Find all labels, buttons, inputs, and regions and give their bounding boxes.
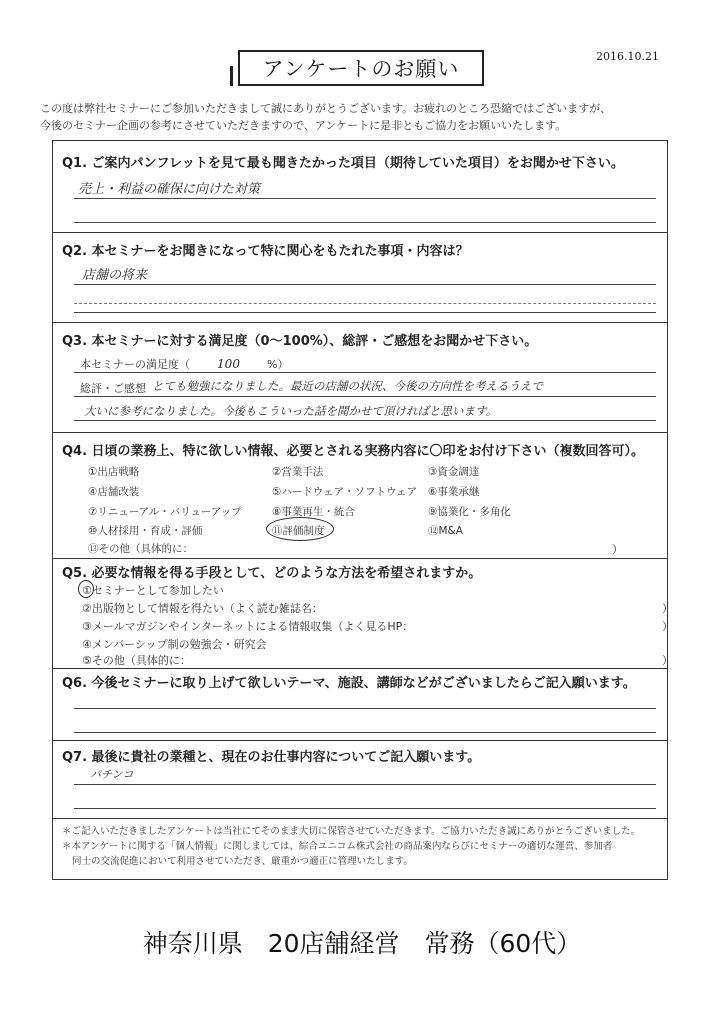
q7-answer-line-1 [74,784,656,785]
q3-satisfaction-unit: %） [267,358,289,371]
q6-question: Q6. 今後セミナーに取り上げて欲しいテーマ、施設、講師などがございましたらご記入願います。 [62,676,636,691]
q5-option-2-close: ） [662,602,673,615]
q4-option-7[interactable]: ⑦リニューアル・バリューアップ [88,506,242,518]
q3-line-1 [74,372,656,373]
q4-option-1[interactable]: ①出店戦略 [88,466,140,478]
q4-option-4[interactable]: ④店舗改装 [88,486,140,498]
survey-date: 2016.10.21 [596,50,659,63]
q7-question: Q7. 最後に貴社の業種と、現在のお仕事内容についてご記入願います。 [62,750,481,765]
q4-option-11[interactable]: ⑪評価制度 [272,525,325,537]
footer-notes [62,824,662,869]
q1-answer-line-2 [74,222,656,223]
q4-option-5[interactable]: ⑤ハードウェア・ソフトウェア [272,486,418,498]
q5-option-4[interactable]: ④メンバーシップ制の勉強会・研究会 [82,638,267,651]
q3-divider [52,432,668,433]
q5-option-5[interactable]: ⑤その他（具体的に： [82,654,191,667]
q1-answer-line-1 [74,198,656,199]
q5-divider [52,668,668,669]
q4-divider [52,558,668,559]
respondent-caption: 神奈川県 20店舗経営 常務（60代） [142,929,582,958]
q3-question: Q3. 本セミナーに対する満足度（0〜100%）、総評・ご感想をお聞かせ下さい。 [62,334,538,349]
q2-answer-line-3 [74,312,656,313]
footer-note-3: 同士の交流促進において利用させていただき、厳重かつ適正に管理いたします。 [72,856,413,867]
q7-divider [52,818,668,819]
q7-answer-line-2 [74,808,656,809]
q1-question: Q1. ご案内パンフレットを見て最も聞きたかった項目（期待していた項目）をお聞かせ下さい。 [62,156,624,171]
q5-option-5-close: ） [662,654,673,667]
q3-comment-label: 総評・ご感想 [80,382,146,395]
q2-answer-line-2 [74,303,656,304]
q2-divider [52,322,668,323]
q4-option-10[interactable]: ⑩人材採用・育成・評価 [88,525,203,537]
footer-note-2: ＊本アンケートに関する「個人情報」に関しましては、綜合ユニコム株式会社の商品案内ならびにセミナーの適切な運営、参加者 [62,841,613,852]
footer-note-1: ＊ご記入いただきましたアンケートは当社にてそのまま大切に保管させていただきます。ご協力いただき誠にありがとうございました。 [62,826,641,837]
q5-option-1[interactable]: ①セミナーとして参加したい [82,584,224,597]
q4-question: Q4. 日頃の業務上、特に欲しい情報、必要とされる実務内容に〇印をお付け下さい（複数回答可）。 [62,444,645,459]
q6-answer-line-2 [74,732,656,733]
q6-divider [52,740,668,741]
survey-title [238,50,484,86]
q5-question: Q5. 必要な情報を得る手段として、どのような方法を希望されますか。 [62,566,482,581]
q4-option-2[interactable]: ②営業手法 [272,466,324,478]
q5-option-3-close: ） [662,620,673,633]
q2-answer-line-1 [74,284,656,285]
q2-question: Q2. 本セミナーをお聞きになって特に関心をもたれた事項・内容は？ [62,244,469,259]
q4-option-12[interactable]: ⑫M&A [428,525,463,537]
q4-option-6[interactable]: ⑥事業承継 [428,486,480,498]
q4-option-13[interactable]: ⑬その他（具体的に： [88,543,193,555]
q3-satisfaction-value[interactable]: 100 [217,357,240,371]
q2-answer[interactable]: 店舗の将来 [82,268,148,283]
q7-answer[interactable]: パチンコ [90,768,134,781]
q4-option-11-circle-mark [266,517,334,541]
q3-comment-line-1[interactable]: とても勉強になりました。最近の店舗の状況、今後の方向性を考えるうえで [152,379,543,393]
q6-answer-line-1 [74,708,656,709]
survey-title-text: アンケートのお願い [262,57,460,81]
q4-option-9[interactable]: ⑨協業化・多角化 [428,506,511,518]
q3-satisfaction-label: 本セミナーの満足度（ [80,358,190,371]
title-bracket-mark [230,66,233,86]
q3-satisfaction-row [80,356,288,372]
q4-option-8[interactable]: ⑧事業再生・統合 [272,506,355,518]
q1-answer[interactable]: 売上・利益の確保に向けた対策 [78,182,261,197]
q5-option-2[interactable]: ②出版物として情報を得たい（よく読む雑誌名： [82,602,323,615]
intro-line-1: この度は弊社セミナーにご参加いただきまして誠にありがとうございます。お疲れのところ恐縮ではございますが、 [40,102,612,115]
q3-comment-line-2[interactable]: 大いに参考になりました。今後もこういった話を聞かせて頂ければと思います。 [84,404,498,418]
q3-line-2 [74,396,656,397]
q1-divider [52,232,668,233]
q3-line-3 [74,420,656,421]
intro-text [40,100,690,134]
q5-option-3[interactable]: ③メールマガジンやインターネットによる情報収集（よく見るHP： [82,620,414,633]
q4-option-3[interactable]: ③資金調達 [428,466,480,478]
intro-line-2: 今後のセミナー企画の参考にさせていただきますので、アンケートに是非ともご協力をお願いいたします。 [40,119,567,132]
q4-other-close: ） [612,543,623,556]
